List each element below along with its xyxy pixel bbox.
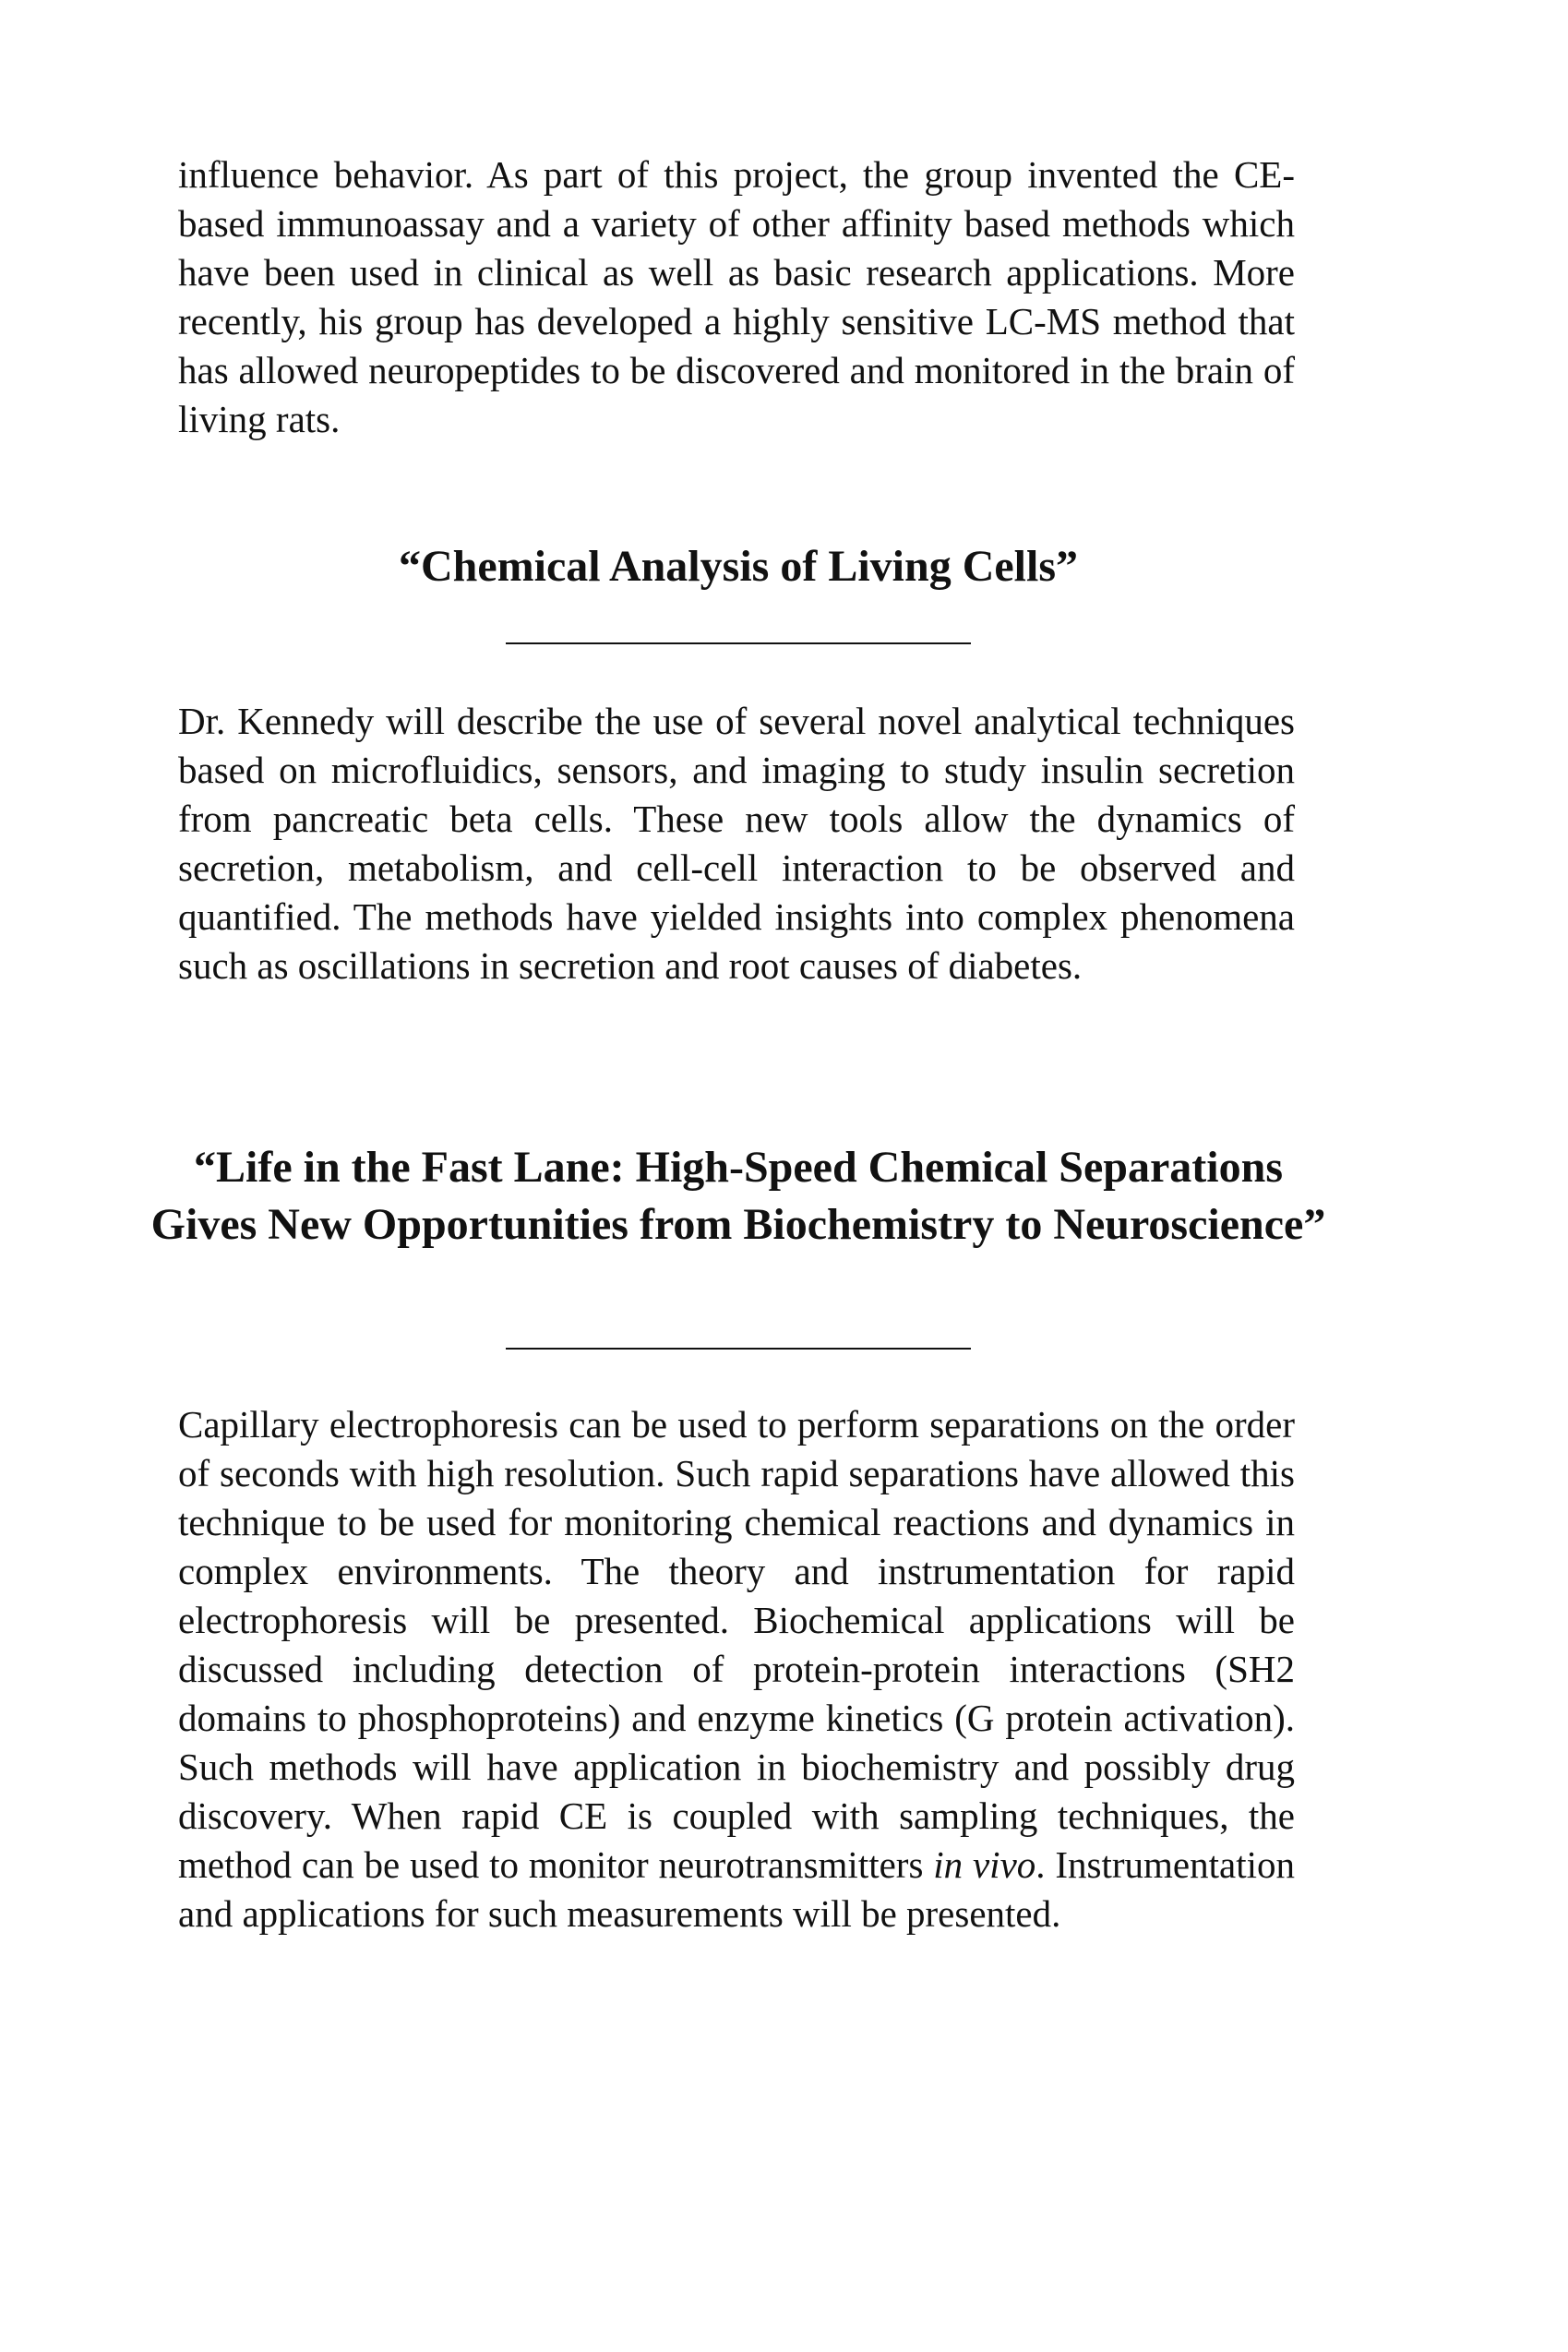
- section-divider: [506, 1348, 971, 1350]
- abstract-text-part: Capillary electrophoresis can be used to perform separations on the order of seconds with high resolution. Such rapid separations have allowed this technique to be used for monitoring chemical reactions and dynamics in complex environments. The theory and instrumentation for rapid electrophoresis will be presented. Biochemical applications will be discussed including detection of protein-protein interactions (SH2 domains to phosphoproteins) and enzyme kinetics (G protein activation). Such methods will have application in biochemistry and possibly drug discovery. When rapid CE is coupled with sampling techniques, the method can be used to monitor neurotransmitters: [178, 1403, 1295, 1886]
- abstract-paragraph-chemical-analysis: Dr. Kennedy will describe the use of several novel analytical techniques based on microfluidics, sensors, and imaging to study insulin secretion from pancreatic beta cells. These new tools allow the dynamics of secretion, metabolism, and cell-cell interaction to be observed and quantified. The methods have yielded insights into complex phenomena such as oscillations in secretion and root causes of diabetes.: [178, 700, 1295, 987]
- abstract-text-italic: in vivo: [933, 1843, 1036, 1886]
- section-divider: [506, 642, 971, 644]
- abstract-text-part: . Instrumentation and applications for such measurements will be presented.: [178, 1843, 1295, 1935]
- section-title-fast-lane: “Life in the Fast Lane: High-Speed Chemical Separations Gives New Opportunities from Biochemistry to Neuroscience”: [150, 1143, 1326, 1249]
- intro-paragraph: influence behavior. As part of this project, the group invented the CE-based immunoassay and a variety of other affinity based methods which have been used in clinical as well as basic research applications. More recently, his group has developed a highly sensitive LC-MS method that has allowed neuropeptides to be discovered and monitored in the brain of living rats.: [178, 153, 1295, 440]
- abstract-paragraph-fast-lane: [178, 1400, 1295, 1938]
- section-title-chemical-analysis: “Chemical Analysis of Living Cells”: [398, 542, 1079, 591]
